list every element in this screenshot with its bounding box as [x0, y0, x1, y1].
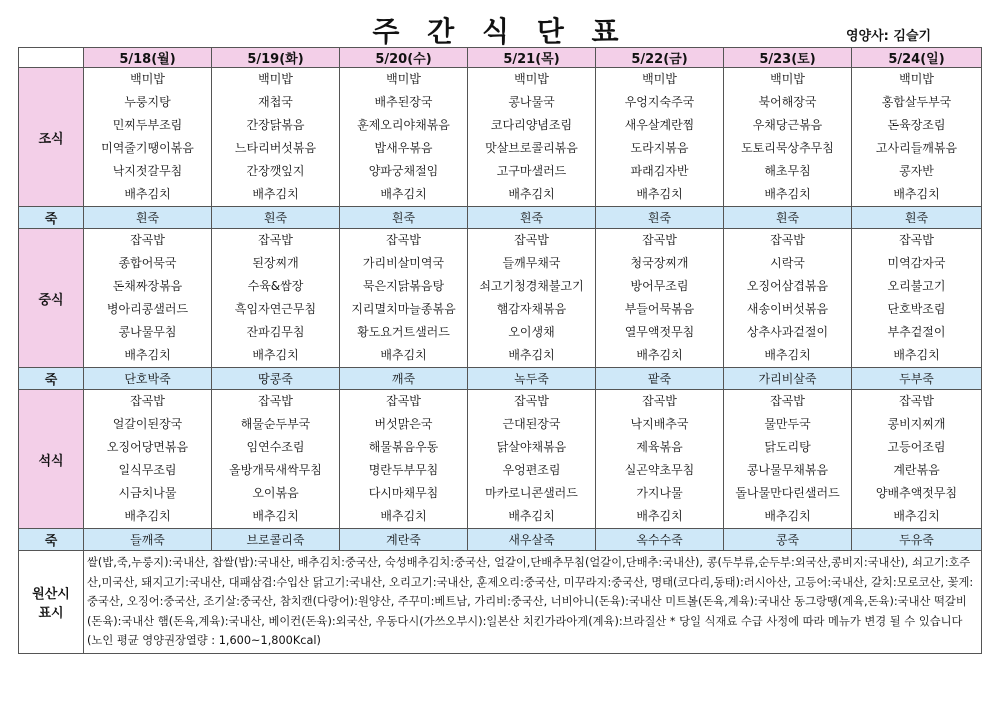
dinner-day-cell — [468, 390, 596, 529]
day-header: 5/20(수) — [340, 48, 468, 68]
porridge-item: 가리비살죽 — [724, 368, 852, 390]
porridge-item: 팥죽 — [596, 368, 724, 390]
menu-item: 배추김치 — [124, 509, 171, 523]
porridge-item: 단호박죽 — [84, 368, 212, 390]
menu-item: 고사리들깨볶음 — [875, 141, 958, 155]
menu-item: 마카로니콘샐러드 — [485, 486, 578, 500]
menu-item: 버섯맑은국 — [374, 417, 433, 431]
dinner-day-cell — [340, 390, 468, 529]
menu-item: 지리멸치마늘종볶음 — [351, 302, 456, 316]
menu-item: 느타리버섯볶음 — [234, 141, 317, 155]
menu-item: 오이생채 — [508, 325, 555, 339]
porridge-item: 흰죽 — [852, 207, 982, 229]
origin-label: 원산시 표시 — [19, 551, 84, 654]
porridge-label: 죽 — [19, 207, 84, 229]
menu-item: 임연수조림 — [246, 440, 305, 454]
menu-item: 콩나물국 — [508, 95, 555, 109]
menu-item: 돈채짜장볶음 — [112, 279, 183, 293]
menu-item: 다시마채무침 — [368, 486, 439, 500]
breakfast-day-cell — [596, 68, 724, 207]
porridge-item: 새우살죽 — [468, 529, 596, 551]
menu-item: 밥새우볶음 — [374, 141, 433, 155]
menu-item: 잡곡밥 — [514, 394, 549, 408]
breakfast-day-cell — [84, 68, 212, 207]
menu-item: 백미밥 — [130, 72, 165, 86]
menu-item: 방어무조림 — [630, 279, 689, 293]
menu-item: 잡곡밥 — [899, 233, 934, 247]
day-header: 5/18(월) — [84, 48, 212, 68]
menu-item: 부추겉절이 — [887, 325, 946, 339]
menu-item: 잡곡밥 — [642, 233, 677, 247]
menu-item: 미역감자국 — [887, 256, 946, 270]
menu-item: 오리불고기 — [887, 279, 946, 293]
menu-item: 잡곡밥 — [258, 233, 293, 247]
menu-item: 코다리양념조림 — [490, 118, 573, 132]
page-title: 주 간 식 단 표 — [372, 15, 628, 48]
porridge-item: 브로콜리죽 — [212, 529, 340, 551]
day-header: 5/21(목) — [468, 48, 596, 68]
menu-item: 배추김치 — [508, 187, 555, 201]
menu-item: 돈육장조림 — [887, 118, 946, 132]
menu-item: 고구마샐러드 — [496, 164, 567, 178]
breakfast-day-cell — [852, 68, 982, 207]
menu-item: 열무액젓무침 — [624, 325, 695, 339]
menu-item: 민찌두부조림 — [112, 118, 183, 132]
menu-item: 잡곡밥 — [770, 394, 805, 408]
lunch-day-cell — [212, 229, 340, 368]
menu-item: 묵은지닭볶음탕 — [362, 279, 445, 293]
menu-item: 배추김치 — [380, 509, 427, 523]
lunch-row — [19, 229, 982, 368]
menu-item: 근대된장국 — [502, 417, 561, 431]
menu-item: 백미밥 — [386, 72, 421, 86]
menu-item: 홍합살두부국 — [881, 95, 952, 109]
menu-item: 배추김치 — [508, 509, 555, 523]
menu-item: 콩자반 — [899, 164, 934, 178]
day-header: 5/24(일) — [852, 48, 982, 68]
porridge-item: 흰죽 — [84, 207, 212, 229]
menu-item: 잡곡밥 — [770, 233, 805, 247]
porridge-item: 콩죽 — [724, 529, 852, 551]
menu-item: 오이볶음 — [252, 486, 299, 500]
menu-item: 누룽지탕 — [124, 95, 171, 109]
breakfast-day-cell — [212, 68, 340, 207]
menu-item: 새송이버섯볶음 — [746, 302, 829, 316]
dinner-day-cell — [852, 390, 982, 529]
breakfast-day-cell — [340, 68, 468, 207]
menu-item: 도라지볶음 — [630, 141, 689, 155]
menu-item: 계란볶음 — [893, 463, 940, 477]
menu-item: 양배추액젓무침 — [875, 486, 958, 500]
menu-item: 배추김치 — [764, 509, 811, 523]
corner-cell — [19, 48, 84, 68]
menu-item: 배추김치 — [252, 348, 299, 362]
weekly-menu-table — [18, 47, 982, 654]
menu-item: 해물순두부국 — [240, 417, 311, 431]
menu-item: 백미밥 — [899, 72, 934, 86]
menu-item: 잡곡밥 — [130, 394, 165, 408]
porridge-item: 들깨죽 — [84, 529, 212, 551]
dinner-day-cell — [84, 390, 212, 529]
menu-item: 콩나물무침 — [118, 325, 177, 339]
menu-item: 훈제오리야채볶음 — [357, 118, 450, 132]
menu-item: 해초무침 — [764, 164, 811, 178]
menu-item: 흑임자연근무침 — [234, 302, 317, 316]
menu-item: 해물볶음우동 — [368, 440, 439, 454]
menu-item: 배추김치 — [252, 509, 299, 523]
menu-item: 콩나물무채볶음 — [746, 463, 829, 477]
menu-item: 잡곡밥 — [258, 394, 293, 408]
menu-item: 수육&쌈장 — [247, 279, 304, 293]
menu-item: 잡곡밥 — [386, 394, 421, 408]
menu-item: 북어해장국 — [758, 95, 817, 109]
menu-item: 백미밥 — [642, 72, 677, 86]
menu-item: 고등어조림 — [887, 440, 946, 454]
menu-item: 된장찌개 — [252, 256, 299, 270]
dinner-day-cell — [596, 390, 724, 529]
menu-item: 부들어묵볶음 — [624, 302, 695, 316]
menu-item: 재첩국 — [258, 95, 293, 109]
lunch-day-cell — [468, 229, 596, 368]
menu-item: 간장깻잎지 — [246, 164, 305, 178]
day-header: 5/23(토) — [724, 48, 852, 68]
menu-item: 배추김치 — [636, 348, 683, 362]
menu-item: 일식무조림 — [118, 463, 177, 477]
menu-item: 배추김치 — [124, 348, 171, 362]
menu-item: 물만두국 — [764, 417, 811, 431]
origin-text: 쌀(밥,죽,누룽지):국내산, 찹쌀(밥):국내산, 배추김치:중국산, 숙성배추김치:중국산, 얼갈이,단배추무침(얼갈이,단배추:국내산), 콩(두부류,순두부:외국산,콩비지:국내산), 쇠고기:호주산,미국산, 돼지고기:국내산, 대패삼겹:수입산 닭고기:국내산, 오리고기:국내산, 훈제오리:중국산, 미꾸라지:중국산, 명태(코다리,동태):러시아산, 고등어:국내산, 갈치:모로코산, 꽃게:중국산, 오징어:중국산, 조기살:중국산, 참치캔(다랑어):원양산, 주꾸미:베트남, 가리비:중국산, 너비아니(돈육):국내산 미트볼(돈육,계육):국내산 동그랑땡(계육,돈육):국내산 떡갈비(돈육):국내산 햄(돈육,계육):국내산, 베이컨(돈육):외국산, 우동다시(가쓰오부시):일본산 치킨가라아게(계육):브라질산 * 당일 식재료 수급 사정에 따라 메뉴가 변경 될 수 있습니다 (노인 평균 영양권장열량 : 1,600~1,800Kcal) — [84, 551, 982, 654]
lunch_porridge-row — [19, 368, 982, 390]
menu-item: 오징어당면볶음 — [106, 440, 189, 454]
menu-item: 우엉편조림 — [502, 463, 561, 477]
lunch-day-cell — [852, 229, 982, 368]
menu-item: 배추김치 — [380, 348, 427, 362]
menu-item: 배추된장국 — [374, 95, 433, 109]
menu-item: 올방개묵새싹무침 — [229, 463, 322, 477]
menu-item: 배추김치 — [252, 187, 299, 201]
menu-item: 햄감자채볶음 — [496, 302, 567, 316]
day-header: 5/19(화) — [212, 48, 340, 68]
menu-item: 종합어묵국 — [118, 256, 177, 270]
menu-item: 미역줄기땡이볶음 — [101, 141, 194, 155]
menu-item: 실곤약초무침 — [624, 463, 695, 477]
lunch-day-cell — [596, 229, 724, 368]
menu-item: 청국장찌개 — [630, 256, 689, 270]
breakfast_porridge-row — [19, 207, 982, 229]
menu-item: 간장닭볶음 — [246, 118, 305, 132]
menu-item: 닭살야채볶음 — [496, 440, 567, 454]
menu-item: 가지나물 — [636, 486, 683, 500]
dinner-day-cell — [212, 390, 340, 529]
menu-item: 상추사과겉절이 — [746, 325, 829, 339]
porridge-item: 옥수수죽 — [596, 529, 724, 551]
day-header: 5/22(금) — [596, 48, 724, 68]
breakfast-label: 조식 — [19, 68, 84, 207]
menu-item: 잡곡밥 — [386, 233, 421, 247]
porridge-item: 두부죽 — [852, 368, 982, 390]
porridge-item: 흰죽 — [340, 207, 468, 229]
porridge-item: 흰죽 — [212, 207, 340, 229]
porridge-item: 녹두죽 — [468, 368, 596, 390]
porridge-label: 죽 — [19, 368, 84, 390]
menu-item: 배추김치 — [764, 348, 811, 362]
menu-item: 배추김치 — [893, 187, 940, 201]
menu-item: 잡곡밥 — [642, 394, 677, 408]
lunch-day-cell — [724, 229, 852, 368]
menu-item: 우엉지숙주국 — [624, 95, 695, 109]
menu-item: 배추김치 — [636, 187, 683, 201]
menu-item: 배추김치 — [893, 509, 940, 523]
dinner-row — [19, 390, 982, 529]
dinner_porridge-row — [19, 529, 982, 551]
menu-item: 양파궁채절임 — [368, 164, 439, 178]
breakfast-row — [19, 68, 982, 207]
menu-item: 병아리콩샐러드 — [106, 302, 189, 316]
menu-item: 낙지젓갈무침 — [112, 164, 183, 178]
menu-item: 쇠고기청경채불고기 — [479, 279, 584, 293]
lunch-day-cell — [84, 229, 212, 368]
porridge-item: 흰죽 — [468, 207, 596, 229]
lunch-label: 중식 — [19, 229, 84, 368]
menu-item: 새우살계란찜 — [624, 118, 695, 132]
menu-item: 낙지배추국 — [630, 417, 689, 431]
menu-item: 닭도리탕 — [764, 440, 811, 454]
porridge-item: 흰죽 — [724, 207, 852, 229]
menu-item: 백미밥 — [770, 72, 805, 86]
menu-item: 우채당근볶음 — [752, 118, 823, 132]
menu-item: 오징어삼겹볶음 — [746, 279, 829, 293]
nutritionist-label: 영양사: 김슬기 — [846, 29, 932, 44]
menu-item: 단호박조림 — [887, 302, 946, 316]
menu-item: 배추김치 — [124, 187, 171, 201]
menu-item: 잡곡밥 — [130, 233, 165, 247]
breakfast-day-cell — [724, 68, 852, 207]
day-header-row — [19, 48, 982, 68]
menu-item: 콩비지찌개 — [887, 417, 946, 431]
menu-item: 시금치나물 — [118, 486, 177, 500]
dinner-label: 석식 — [19, 390, 84, 529]
menu-item: 잡곡밥 — [899, 394, 934, 408]
menu-item: 백미밥 — [258, 72, 293, 86]
menu-item: 제육볶음 — [636, 440, 683, 454]
menu-item: 들깨무채국 — [502, 256, 561, 270]
menu-item: 도토리묵상추무침 — [741, 141, 834, 155]
porridge-item: 흰죽 — [596, 207, 724, 229]
porridge-item: 두유죽 — [852, 529, 982, 551]
porridge-item: 계란죽 — [340, 529, 468, 551]
origin-row — [19, 551, 982, 654]
menu-item: 배추김치 — [636, 509, 683, 523]
menu-item: 시락국 — [770, 256, 805, 270]
menu-item: 배추김치 — [893, 348, 940, 362]
lunch-day-cell — [340, 229, 468, 368]
menu-item: 맛살브로콜리볶음 — [485, 141, 578, 155]
menu-item: 잡곡밥 — [514, 233, 549, 247]
menu-item: 가리비살미역국 — [362, 256, 445, 270]
menu-item: 파래김자반 — [630, 164, 689, 178]
menu-item: 백미밥 — [514, 72, 549, 86]
menu-item: 배추김치 — [508, 348, 555, 362]
porridge-label: 죽 — [19, 529, 84, 551]
menu-item: 배추김치 — [380, 187, 427, 201]
breakfast-day-cell — [468, 68, 596, 207]
menu-item: 명란두부무침 — [368, 463, 439, 477]
porridge-item: 땅콩죽 — [212, 368, 340, 390]
menu-item: 돌나물만다린샐러드 — [735, 486, 840, 500]
menu-item: 잔파김무침 — [246, 325, 305, 339]
porridge-item: 깨죽 — [340, 368, 468, 390]
menu-item: 얼갈이된장국 — [112, 417, 183, 431]
menu-item: 황도요거트샐러드 — [357, 325, 450, 339]
dinner-day-cell — [724, 390, 852, 529]
menu-item: 배추김치 — [764, 187, 811, 201]
